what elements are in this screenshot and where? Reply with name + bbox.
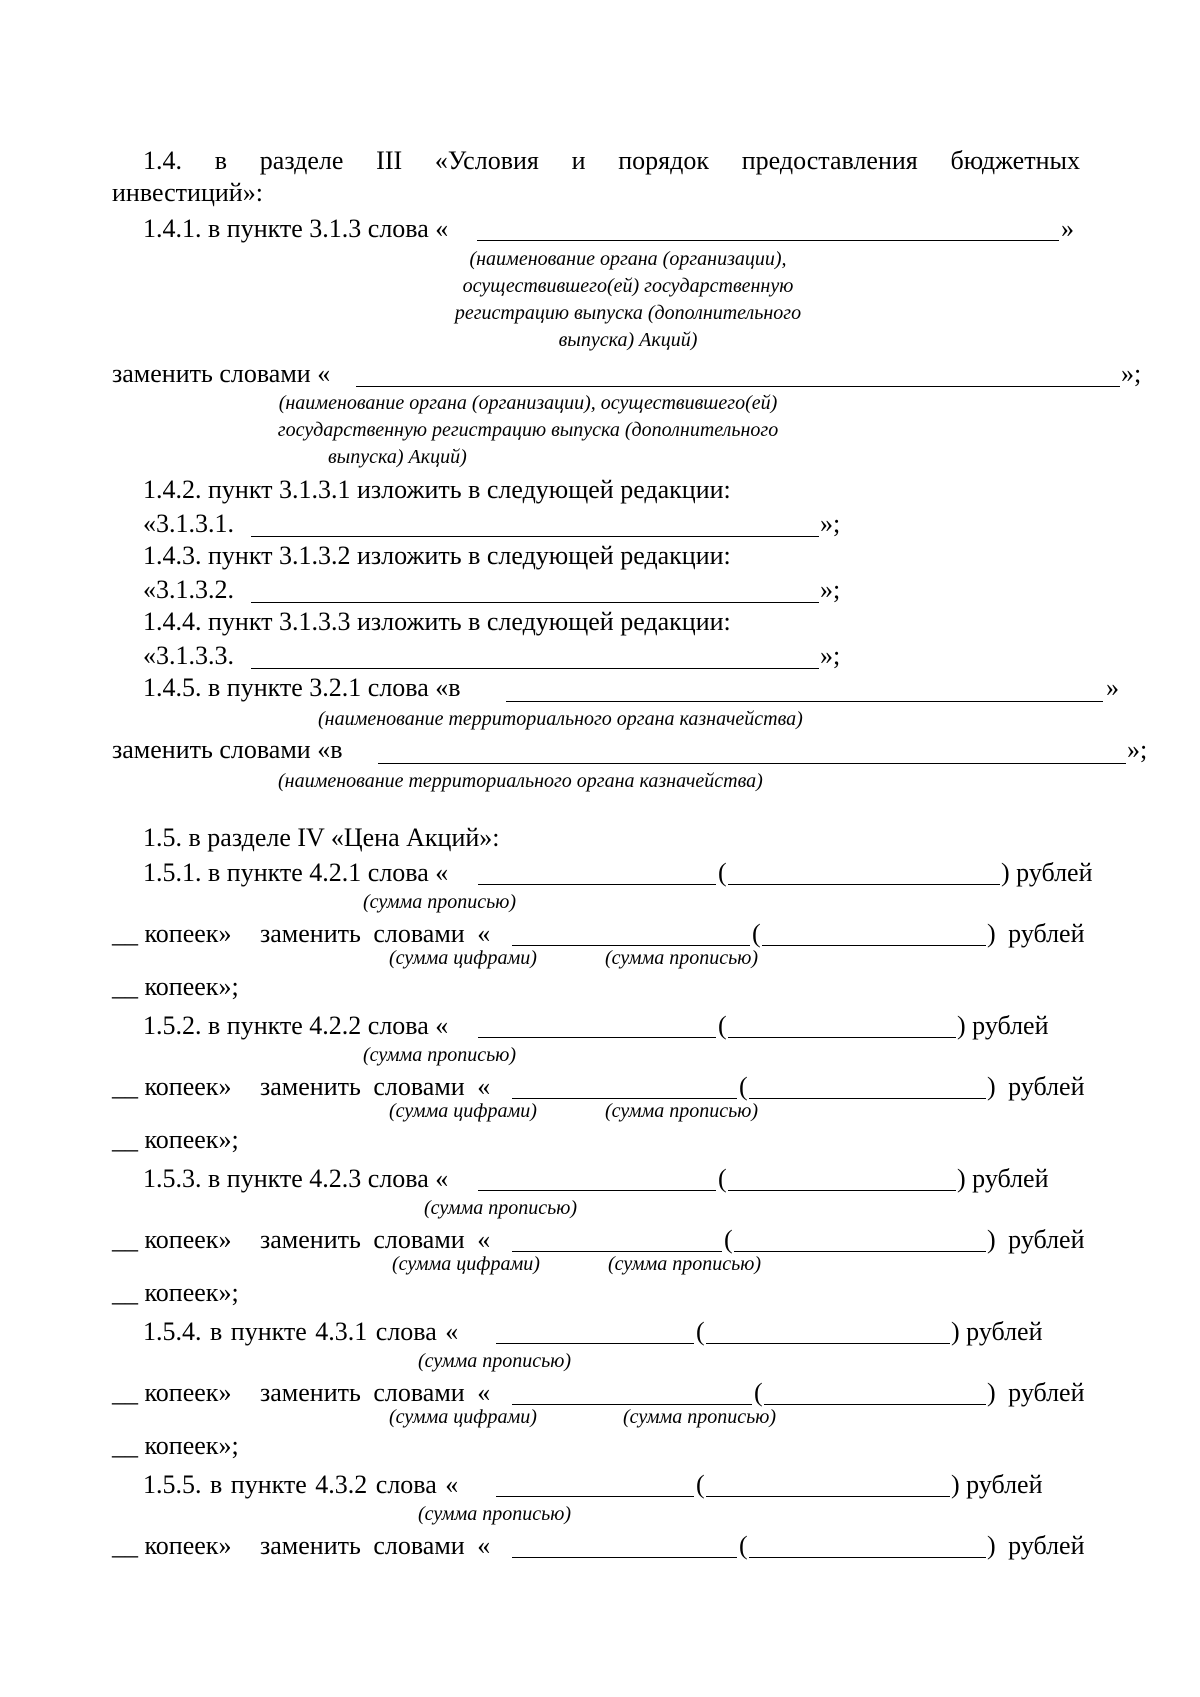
heading-word: III (376, 146, 403, 175)
heading-word: разделе (259, 146, 344, 175)
rub-word: рублей (1008, 1225, 1085, 1254)
section-1-4-heading-cont: инвестиций»: (112, 178, 263, 207)
hint-words: (сумма прописью) (363, 1044, 517, 1066)
rub-label (987, 918, 1085, 950)
hint-line: государственную регистрацию выпуска (дополнительного (277, 419, 779, 441)
paren-open: ( (718, 1011, 727, 1040)
paren-close: ) (951, 1317, 960, 1346)
paren-close: ) (957, 1011, 966, 1040)
paren-close: ) (987, 919, 996, 948)
rub-word: рублей (1008, 919, 1085, 948)
kop-start: __ копеек» (112, 1378, 232, 1407)
kop-start: __ копеек» (112, 1072, 232, 1101)
hint-words: (сумма прописью) (623, 1406, 777, 1428)
blank-digits (496, 1496, 694, 1497)
blank-words (728, 1190, 956, 1191)
quote-close: »; (1121, 359, 1142, 388)
quote-close: »; (820, 575, 841, 604)
quote-open: «3.1.3.1. (143, 509, 234, 538)
word: заменить (260, 1531, 361, 1560)
paren-close: ) (987, 1378, 996, 1407)
hint-digits: (сумма цифрами) (389, 1100, 537, 1122)
hint-words: (сумма прописью) (605, 947, 759, 969)
blank-line (477, 240, 1059, 241)
hint-line: выпуска) Акций) (558, 329, 698, 351)
hint-words: (сумма прописью) (418, 1350, 572, 1372)
quote-open: «3.1.3.2. (143, 575, 234, 604)
word: « (477, 1378, 491, 1407)
blank-digits (478, 884, 716, 885)
kop-start: __ копеек» (112, 1531, 232, 1560)
kop-end: __ копеек»; (112, 1125, 239, 1154)
blank-digits (512, 1557, 737, 1558)
blank-digits (478, 1190, 716, 1191)
heading-word: бюджетных (950, 146, 1080, 175)
rub-word: рублей (972, 1011, 1049, 1040)
word: словами (373, 1072, 465, 1101)
kop-end: __ копеек»; (112, 1431, 239, 1460)
kop-end: __ копеек»; (112, 972, 239, 1001)
blank-line (378, 763, 1126, 764)
heading-word: «Условия (434, 146, 539, 175)
heading-word: и (571, 146, 586, 175)
rub-label (987, 1530, 1085, 1562)
hint-line: выпуска) Акций) (328, 446, 467, 468)
blank-line (356, 386, 1120, 387)
blank-words (762, 945, 986, 946)
hint-words: (сумма прописью) (363, 891, 517, 913)
word: заменить (260, 1378, 361, 1407)
hint-words: (сумма прописью) (605, 1100, 759, 1122)
paren-close: ) (951, 1470, 960, 1499)
word: заменить (260, 919, 361, 948)
hint-words: (сумма прописью) (424, 1197, 578, 1219)
blank-words (728, 884, 1000, 885)
kop-end: __ копеек»; (112, 1278, 239, 1307)
item-1-4-2-text: 1.4.2. пункт 3.1.3.1 изложить в следующей редакции: (143, 475, 731, 504)
blank-words (749, 1098, 986, 1099)
blank-words (764, 1404, 986, 1405)
word: « (477, 1225, 491, 1254)
item-1-5-1-text: 1.5.1. в пункте 4.2.1 слова « (143, 858, 449, 887)
rub-word: рублей (1008, 1072, 1085, 1101)
blank-words (728, 1037, 956, 1038)
paren-open: ( (718, 1164, 727, 1193)
heading-word: порядок (618, 146, 709, 175)
heading-word: 1.4. (143, 146, 182, 175)
section-1-4-heading (143, 145, 1080, 177)
paren-open: ( (752, 919, 761, 948)
rub-label (987, 1071, 1085, 1103)
blank-digits (496, 1343, 694, 1344)
rub-word: рублей (1008, 1531, 1085, 1560)
rub-label (951, 1316, 1043, 1348)
quote-open: «3.1.3.3. (143, 641, 234, 670)
word: словами (373, 919, 465, 948)
replace-words (260, 1530, 490, 1562)
paren-open: ( (739, 1531, 748, 1560)
rub-label (957, 1010, 1049, 1042)
rub-word: рублей (1008, 1378, 1085, 1407)
rub-word: рублей (966, 1470, 1043, 1499)
heading-word: в (214, 146, 228, 175)
paren-close: ) (987, 1531, 996, 1560)
hint-line: регистрацию выпуска (дополнительного (454, 302, 802, 324)
hint-words: (сумма прописью) (418, 1503, 572, 1525)
rub-label (1001, 857, 1093, 889)
item-1-5-3-text: 1.5.3. в пункте 4.2.3 слова « (143, 1164, 449, 1193)
word: « (477, 1072, 491, 1101)
hint-words: (сумма прописью) (608, 1253, 762, 1275)
replace-text: заменить словами «в (112, 735, 343, 764)
paren-open: ( (718, 858, 727, 887)
rub-label (987, 1224, 1085, 1256)
item-1-4-1-text: 1.4.1. в пункте 3.1.3 слова « (143, 214, 449, 243)
paren-open: ( (739, 1072, 748, 1101)
blank-line (251, 536, 819, 537)
blank-words (734, 1251, 986, 1252)
replace-text: заменить словами « (112, 359, 331, 388)
blank-words (749, 1557, 986, 1558)
hint-line: (наименование органа (организации), осуществившего(ей) (278, 392, 778, 414)
rub-label (957, 1163, 1049, 1195)
item-1-4-5-text: 1.4.5. в пункте 3.2.1 слова «в (143, 673, 461, 702)
word: « (477, 1531, 491, 1560)
paren-open: ( (754, 1378, 763, 1407)
paren-open: ( (724, 1225, 733, 1254)
paren-close: ) (1001, 858, 1010, 887)
blank-digits (478, 1037, 716, 1038)
rub-word: рублей (972, 1164, 1049, 1193)
rub-word: рублей (1016, 858, 1093, 887)
kop-start: __ копеек» (112, 1225, 232, 1254)
rub-word: рублей (966, 1317, 1043, 1346)
hint-digits: (сумма цифрами) (389, 1406, 537, 1428)
quote-close: » (1061, 214, 1074, 243)
heading-word: предоставления (741, 146, 918, 175)
rub-label (951, 1469, 1043, 1501)
paren-open: ( (696, 1317, 705, 1346)
section-1-5-heading: 1.5. в разделе IV «Цена Акций»: (143, 823, 500, 852)
hint-line: (наименование территориального органа казначейства) (318, 708, 803, 730)
hint-digits: (сумма цифрами) (389, 947, 537, 969)
hint-line: (наименование органа (организации), (469, 248, 787, 270)
blank-words (706, 1496, 950, 1497)
item-1-4-4-text: 1.4.4. пункт 3.1.3.3 изложить в следующей редакции: (143, 607, 731, 636)
item-1-5-5-text: 1.5.5. в пункте 4.3.2 слова « (143, 1470, 459, 1499)
blank-words (706, 1343, 950, 1344)
word: заменить (260, 1225, 361, 1254)
word: « (477, 919, 491, 948)
paren-close: ) (957, 1164, 966, 1193)
quote-close: »; (1127, 735, 1148, 764)
blank-line (251, 668, 819, 669)
paren-close: ) (987, 1072, 996, 1101)
quote-close: » (1106, 673, 1119, 702)
paren-close: ) (987, 1225, 996, 1254)
item-1-5-4-text: 1.5.4. в пункте 4.3.1 слова « (143, 1317, 459, 1346)
quote-close: »; (820, 509, 841, 538)
hint-line: осуществившего(ей) государственную (462, 275, 794, 297)
quote-close: »; (820, 641, 841, 670)
word: словами (373, 1531, 465, 1560)
blank-line (506, 701, 1103, 702)
word: словами (373, 1378, 465, 1407)
hint-digits: (сумма цифрами) (392, 1253, 540, 1275)
paren-open: ( (696, 1470, 705, 1499)
hint-line: (наименование территориального органа казначейства) (278, 770, 763, 792)
kop-start: __ копеек» (112, 919, 232, 948)
item-1-5-2-text: 1.5.2. в пункте 4.2.2 слова « (143, 1011, 449, 1040)
rub-label (987, 1377, 1085, 1409)
blank-line (251, 602, 819, 603)
word: словами (373, 1225, 465, 1254)
item-1-4-3-text: 1.4.3. пункт 3.1.3.2 изложить в следующей редакции: (143, 541, 731, 570)
word: заменить (260, 1072, 361, 1101)
